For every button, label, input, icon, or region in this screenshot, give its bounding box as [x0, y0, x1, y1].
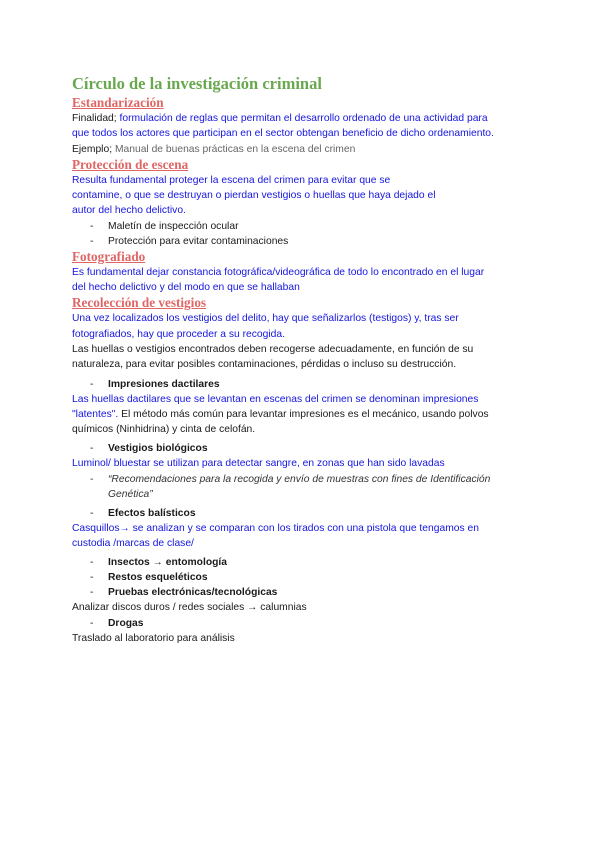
dash-marker: - [90, 572, 94, 584]
finalidad-text-1: formulación de reglas que permitan el desarrollo ordenado de una actividad para [119, 113, 488, 124]
balisticos-blue-1: Casquillos→ se analizan y se comparan con los tirados con una pistola que tengamos en [72, 522, 479, 534]
restos-label: Restos esqueléticos [108, 572, 208, 584]
drogas-label: Drogas [108, 617, 144, 629]
pruebas-label: Pruebas electrónicas/tecnológicas [108, 587, 278, 599]
list-item [72, 377, 532, 392]
recoleccion-black-1: Las huellas o vestigios encontrados deben recogerse adecuadamente, en función de su [72, 343, 474, 355]
list-item [72, 234, 532, 249]
balisticos-blue-2: custodia /marcas de clase/ [72, 538, 194, 550]
heading-proteccion: Protección de escena [72, 156, 189, 172]
list-item [72, 472, 532, 487]
insectos-label: Insectos → entomología [108, 557, 228, 569]
list-item [72, 570, 532, 585]
dash-marker: - [90, 473, 94, 485]
recoleccion-blue-2: fotografiados, hay que proceder a su recogida. [72, 328, 285, 340]
document-page [72, 74, 532, 646]
list-item [72, 555, 532, 570]
biologicos-blue-1: Luminol/ bluestar se utilizan para detectar sangre, en zonas que han sido lavadas [72, 458, 445, 470]
impresiones-black-2: El método más común para levantar impresiones es el mecánico, usando polvos [121, 408, 489, 420]
analizar-text: Analizar discos duros / redes sociales → calumnias [72, 602, 307, 614]
finalidad-line [72, 111, 532, 126]
page-title: Círculo de la investigación criminal [72, 74, 322, 93]
impresiones-black-3: químicos (Ninhidrina) y cinta de celofán. [72, 424, 256, 436]
finalidad-label: Finalidad; [72, 113, 117, 124]
fotografiado-text-1: Es fundamental dejar constancia fotográfica/videográfica de todo lo encontrado en el lugar [72, 266, 485, 278]
list-item-label: Protección para evitar contaminaciones [108, 235, 289, 247]
heading-recoleccion: Recolección de vestigios [72, 295, 207, 311]
fotografiado-text-2: del hecho delictivo y del modo en que se hallaban [72, 282, 300, 294]
biologicos-quote-1: “Recomendaciones para la recogida y envío de muestras con fines de Identificación [108, 473, 491, 485]
biologicos-quote-2: Genética” [108, 488, 153, 500]
impresiones-blue-1: Las huellas dactilares que se levantan en escenas del crimen se denominan impresiones [72, 393, 479, 405]
proteccion-text-3: autor del hecho delictivo. [72, 205, 186, 217]
impresiones-label: Impresiones dactilares [108, 378, 220, 390]
biologicos-quote-2-line [72, 487, 532, 502]
dash-marker: - [90, 587, 94, 599]
impresiones-line-2 [72, 407, 532, 422]
heading-estandarizacion: Estandarización [72, 95, 164, 110]
traslado-text: Traslado al laboratorio para análisis [72, 632, 235, 644]
dash-marker: - [90, 617, 94, 629]
proteccion-text-1: Resulta fundamental proteger la escena del crimen para evitar que se [72, 174, 391, 186]
dash-marker: - [90, 378, 94, 390]
ejemplo-line [72, 142, 532, 157]
dash-marker: - [90, 220, 94, 232]
list-item-label: Maletín de inspección ocular [108, 220, 239, 232]
heading-fotografiado: Fotografiado [72, 248, 146, 264]
biologicos-label: Vestigios biológicos [108, 443, 208, 455]
dash-marker: - [90, 507, 94, 519]
list-item [72, 441, 532, 456]
dash-marker: - [90, 443, 94, 455]
finalidad-text-2: que todos los actores que participan en el sector obtengan beneficio de dicho ordenamiento. [72, 128, 494, 140]
list-item [72, 506, 532, 521]
proteccion-text-2: contamine, o que se destruyan o pierdan vestigios o huellas que haya dejado el [72, 190, 436, 202]
impresiones-blue-2: "latentes". [72, 408, 119, 420]
list-item [72, 585, 532, 600]
dash-marker: - [90, 557, 94, 569]
ejemplo-label: Ejemplo; [72, 143, 113, 155]
balisticos-label: Efectos balísticos [108, 507, 196, 519]
ejemplo-text: Manual de buenas prácticas en la escena del crimen [114, 143, 356, 155]
list-item [72, 219, 532, 234]
list-item [72, 616, 532, 631]
recoleccion-blue-1: Una vez localizados los vestigios del delito, hay que señalizarlos (testigos) y, tras ser [72, 313, 459, 325]
recoleccion-black-2: naturaleza, para evitar posibles contaminaciones, pérdidas o incluso su destrucción. [72, 359, 457, 371]
dash-marker: - [90, 235, 94, 247]
